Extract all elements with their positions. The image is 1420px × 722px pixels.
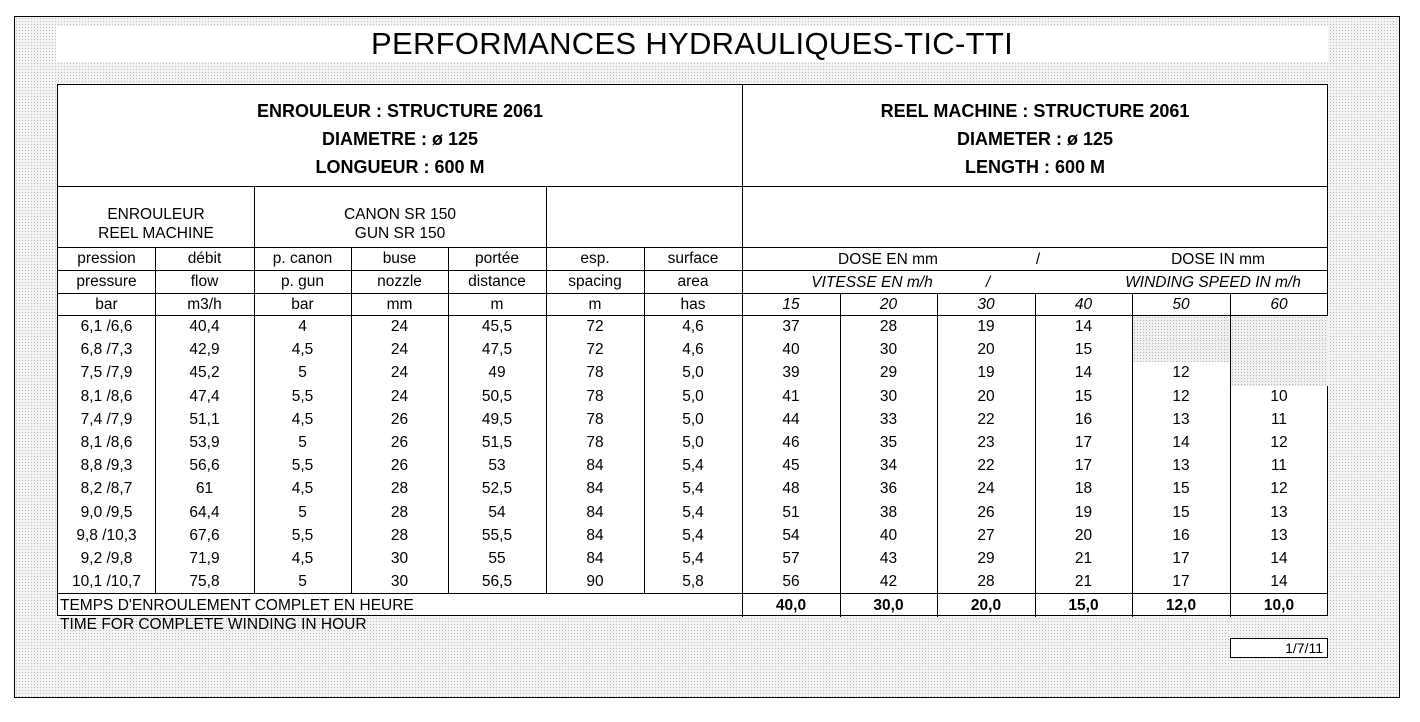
table-cell: 13 [1270,526,1288,544]
column-header-en: area [677,273,709,290]
table-cell: 9,2 /9,8 [80,550,133,567]
table-cell: 17 [1074,457,1093,475]
footer-en: TIME FOR COMPLETE WINDING IN HOUR [60,616,367,634]
table-cell: 17 [1172,573,1190,591]
table-cell: 20 [977,341,995,359]
table-cell: 56 [782,573,800,591]
table-cell: 5,4 [682,480,704,498]
winding-time: 15,0 [1068,597,1099,615]
table-cell: 34 [879,457,898,475]
table-cell: 90 [586,573,604,591]
table-cell: 5,4 [682,526,704,544]
column-header-fr: buse [382,250,417,267]
divider-line [1132,293,1133,617]
table-cell: 17 [1074,434,1093,451]
table-cell: 5 [298,503,307,521]
column-header-fr: p. canon [272,250,333,267]
table-cell: 14 [1172,434,1190,451]
divider-line [254,186,255,247]
table-cell: 55,5 [481,526,513,544]
table-cell: 5,4 [682,457,704,475]
table-cell: 4,5 [291,410,314,428]
header-fr-line: LONGUEUR : 600 M [315,157,485,177]
column-unit: m [588,296,602,313]
table-cell: 72 [586,341,604,359]
table-cell: 36 [879,480,898,498]
table-cell: 8,8 /9,3 [80,457,133,475]
speed-fr: VITESSE EN m/h [811,274,933,291]
column-header-en: p. gun [280,273,325,290]
table-cell: 21 [1074,573,1093,591]
table-cell: 4,5 [291,480,314,498]
column-unit: bar [95,296,118,313]
column-unit: mm [386,296,413,313]
table-cell: 13 [1270,503,1288,521]
divider-line [58,315,1328,316]
table-cell: 75,8 [189,573,220,591]
table-cell: 23 [977,434,995,451]
table-cell: 67,6 [189,526,220,544]
table-cell: 13 [1172,410,1190,428]
column-header-en: spacing [568,273,622,290]
column-header-fr: pression [77,250,136,267]
footer-fr: TEMPS D'ENROULEMENT COMPLET EN HEURE [60,597,414,615]
speed-header: 15 [782,296,800,313]
winding-time: 10,0 [1263,597,1295,615]
table-cell: 24 [390,364,409,382]
empty-cell-shaded [1231,362,1328,385]
table-cell: 19 [977,364,995,382]
table-cell: 16 [1172,526,1190,544]
column-unit: has [680,296,706,313]
table-cell: 12 [1172,364,1190,382]
table-cell: 28 [879,318,898,335]
column-header-fr: surface [667,250,719,267]
empty-cell-shaded [1231,339,1328,362]
table-cell: 54 [782,526,800,544]
table-cell: 5,5 [291,387,314,405]
speed-header: 40 [1074,296,1093,313]
table-cell: 15 [1074,387,1093,405]
divider-line [1230,293,1231,617]
table-cell: 56,6 [189,457,220,475]
table-cell: 24 [977,480,995,498]
divider-line [58,270,1328,271]
table-cell: 84 [586,550,604,567]
table-cell: 14 [1074,318,1093,335]
table-cell: 17 [1172,550,1190,567]
speed-header: 20 [879,296,898,313]
table-cell: 15 [1172,480,1190,498]
column-header-en: distance [468,273,526,290]
table-cell: 39 [782,364,800,382]
table-cell: 26 [390,457,409,475]
speed-header: 30 [977,296,995,313]
speed-header: 50 [1172,296,1190,313]
table-cell: 30 [390,550,409,567]
column-header-en: pressure [76,273,137,290]
table-cell: 40 [782,341,800,359]
table-cell: 52,5 [481,480,513,498]
table-cell: 6,8 /7,3 [80,341,133,359]
table-cell: 8,1 /8,6 [80,434,133,451]
table-cell: 78 [586,434,604,451]
table-cell: 5,0 [682,387,704,405]
table-cell: 24 [390,387,409,405]
table-cell: 9,8 /10,3 [76,526,137,544]
table-cell: 5,0 [682,364,704,382]
table-cell: 55 [488,550,506,567]
table-cell: 42,9 [189,341,220,359]
table-cell: 28 [390,526,409,544]
table-cell: 49,5 [481,410,513,428]
header-french [58,85,742,186]
table-cell: 45,5 [481,318,513,335]
table-cell: 5 [298,364,307,382]
speed-separator: / [985,274,991,291]
table-cell: 14 [1074,364,1093,382]
table-cell: 12 [1270,434,1288,451]
column-header-fr: débit [187,250,222,267]
header-fr-line: DIAMETRE : ø 125 [321,129,479,149]
table-cell: 40 [879,526,898,544]
table-cell: 24 [390,318,409,335]
table-cell: 7,4 /7,9 [80,410,133,428]
winding-time: 20,0 [970,597,1002,615]
table-cell: 5,0 [682,410,704,428]
divider-line [58,186,742,187]
header-english [742,85,1328,186]
group-gun-label: CANON SR 150 [344,206,456,223]
table-cell: 28 [977,573,995,591]
table-cell: 15 [1172,503,1190,521]
table-cell: 29 [879,364,898,382]
table-cell: 26 [977,503,995,521]
empty-cell-shaded [1133,316,1230,339]
table-cell: 43 [879,550,898,567]
table-cell: 6,1 /6,6 [80,318,133,335]
table-cell: 7,5 /7,9 [80,364,133,382]
table-cell: 64,4 [189,503,220,521]
table-cell: 33 [879,410,898,428]
divider-line [58,293,1328,294]
table-cell: 4,5 [291,341,314,359]
table-cell: 5,8 [682,573,704,591]
winding-time: 12,0 [1165,597,1197,615]
table-cell: 41 [782,387,800,405]
table-cell: 51,1 [189,410,220,428]
column-header-fr: portée [475,250,519,267]
table-cell: 4,6 [682,341,704,359]
table-cell: 24 [390,341,409,359]
group-reel-label: REEL MACHINE [98,225,214,242]
table-cell: 53,9 [189,434,220,451]
table-cell: 26 [390,434,409,451]
table-cell: 12 [1172,387,1190,405]
table-cell: 53 [488,457,506,475]
table-cell: 5 [298,573,307,591]
table-cell: 42 [879,573,898,591]
column-header-en: flow [190,273,219,290]
table-cell: 47,4 [189,387,220,405]
table-cell: 54 [488,503,506,521]
table-cell: 45 [782,457,800,475]
table-cell: 35 [879,434,898,451]
header-en-line: LENGTH : 600 M [964,157,1106,177]
table-cell: 20 [1074,526,1093,544]
table-cell: 14 [1270,573,1288,591]
column-unit: m [490,296,504,313]
table-cell: 45,2 [189,364,220,382]
table-cell: 71,9 [189,550,220,567]
speed-en: WINDING SPEED IN m/h [1125,274,1301,291]
table-cell: 22 [977,410,995,428]
table-cell: 84 [586,457,604,475]
table-cell: 46 [782,434,800,451]
table-cell: 72 [586,318,604,335]
divider-line [58,593,1328,594]
table-cell: 8,2 /8,7 [80,480,133,498]
table-cell: 61 [195,480,214,498]
table-cell: 19 [977,318,995,335]
table-cell: 5 [298,434,307,451]
table-cell: 29 [977,550,995,567]
dose-fr: DOSE EN mm [838,251,938,268]
table-cell: 57 [782,550,800,567]
group-reel-label: ENROULEUR [107,206,205,223]
dose-en: DOSE IN mm [1171,251,1265,268]
table-cell: 44 [782,410,800,428]
table-cell: 30 [879,341,898,359]
table-cell: 14 [1270,550,1288,567]
table-cell: 16 [1074,410,1093,428]
table-cell: 84 [586,503,604,521]
table-cell: 40,4 [189,318,220,335]
table-cell: 10 [1270,387,1288,405]
table-cell: 22 [977,457,995,475]
document-title: PERFORMANCES HYDRAULIQUES-TIC-TTI [56,26,1328,62]
winding-time: 30,0 [873,597,904,615]
table-cell: 47,5 [481,341,513,359]
performance-table [57,84,1328,634]
table-cell: 30 [390,573,409,591]
table-cell: 28 [390,480,409,498]
table-cell: 49 [488,364,506,382]
table-cell: 21 [1074,550,1093,567]
table-cell: 5,5 [291,526,314,544]
table-cell: 18 [1074,480,1093,498]
table-cell: 78 [586,410,604,428]
table-cell: 5,0 [682,434,704,451]
page-reference: 1/7/11 [1230,638,1328,658]
table-cell: 84 [586,526,604,544]
column-unit: bar [291,296,314,313]
group-gun [254,205,546,243]
table-cell: 50,5 [481,387,513,405]
table-cell: 12 [1270,480,1288,498]
table-cell: 5,4 [682,503,704,521]
table-cell: 30 [879,387,898,405]
table-cell: 51 [782,503,800,521]
divider-line [58,247,1328,248]
header-en-line: REEL MACHINE : STRUCTURE 2061 [880,101,1190,121]
table-cell: 11 [1270,457,1288,475]
table-cell: 28 [390,503,409,521]
table-cell: 11 [1270,410,1288,428]
empty-cell-shaded [1133,339,1230,362]
table-cell: 78 [586,387,604,405]
table-cell: 5,5 [291,457,314,475]
table-cell: 84 [586,480,604,498]
table-cell: 4,6 [682,318,704,335]
table-cell: 78 [586,364,604,382]
table-cell: 8,1 /8,6 [80,387,133,405]
table-cell: 51,5 [481,434,513,451]
table-cell: 27 [977,526,995,544]
group-gun-label: GUN SR 150 [354,225,446,242]
dose-separator: / [1035,251,1041,268]
winding-time: 40,0 [775,597,807,615]
table-cell: 9,0 /9,5 [80,503,133,521]
table-cell: 15 [1074,341,1093,359]
table-cell: 20 [977,387,995,405]
group-reel-machine [58,205,254,243]
table-cell: 13 [1172,457,1190,475]
column-unit: m3/h [187,296,222,313]
empty-cell-shaded [1231,316,1328,339]
table-cell: 48 [782,480,800,498]
header-fr-line: ENROULEUR : STRUCTURE 2061 [256,101,544,121]
header-en-line: DIAMETER : ø 125 [956,129,1114,149]
table-cell: 37 [782,318,800,335]
column-header-fr: esp. [580,250,610,267]
table-cell: 38 [879,503,898,521]
speed-header: 60 [1270,296,1288,313]
table-cell: 56,5 [481,573,513,591]
table-cell: 26 [390,410,409,428]
table-cell: 10,1 /10,7 [72,573,141,591]
table-cell: 4 [298,318,307,335]
column-header-en: nozzle [377,273,422,290]
table-cell: 4,5 [291,550,314,567]
table-cell: 5,4 [682,550,704,567]
table-cell: 19 [1074,503,1093,521]
